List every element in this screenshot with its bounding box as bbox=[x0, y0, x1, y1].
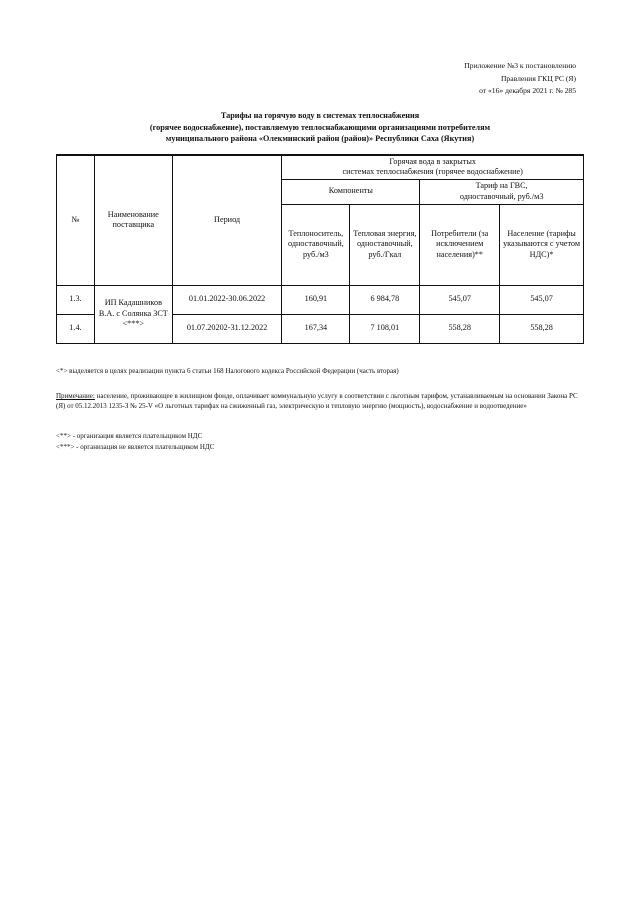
header-energy: Тепловая энергия, одноставочный, руб./Гкал bbox=[350, 204, 420, 285]
supplier-cell bbox=[94, 285, 172, 343]
remark-note bbox=[56, 391, 584, 411]
row-carrier: 167,34 bbox=[282, 314, 350, 343]
header-supplier: Наименование поставщика bbox=[94, 155, 172, 285]
header-tariff-line: одноставочный, руб./м3 bbox=[459, 191, 544, 201]
row-population: 558,28 bbox=[500, 314, 584, 343]
header-group-line: Горячая вода в закрытых bbox=[389, 156, 476, 166]
row-consumers: 558,28 bbox=[420, 314, 500, 343]
header-population: Население (тарифы указываются с учетом НДС)* bbox=[500, 204, 584, 285]
appendix-line: Приложение №3 к постановлению bbox=[464, 61, 576, 70]
header-tariff-line: Тариф на ГВС, bbox=[475, 181, 528, 190]
header-group bbox=[282, 155, 584, 179]
header-components: Компоненты bbox=[282, 179, 420, 204]
row-energy: 6 984,78 bbox=[350, 285, 420, 314]
footnote-star1: <*> выделяется в целях реализации пункта 6 статьи 168 Налогового кодекса Российской Федерации (часть вторая) bbox=[56, 367, 399, 375]
row-consumers: 545,07 bbox=[420, 285, 500, 314]
supplier-line: В.А. с Солянка ЗСТ bbox=[98, 308, 168, 318]
header-tariff bbox=[420, 179, 584, 204]
row-population: 545,07 bbox=[500, 285, 584, 314]
title-line: муниципального района «Олекминский район (район)» Республики Саха (Якутия) bbox=[165, 134, 475, 143]
header-period: Период bbox=[172, 155, 282, 285]
supplier-line: <***> bbox=[122, 319, 145, 329]
supplier-line: ИП Кадашников bbox=[104, 298, 162, 308]
row-energy: 7 108,01 bbox=[350, 314, 420, 343]
row-period: 01.07.20202-31.12.2022 bbox=[172, 314, 282, 343]
appendix-header bbox=[464, 60, 576, 98]
header-consumers: Потребители (за исключением населения)** bbox=[420, 204, 500, 285]
footnote-star3: <***> - организация не является плательщиком НДС bbox=[56, 443, 215, 451]
row-num: 1.4. bbox=[57, 314, 95, 343]
document-title bbox=[56, 110, 584, 145]
row-num: 1.3. bbox=[57, 285, 95, 314]
remark-label: Примечание: bbox=[56, 392, 95, 400]
tariff-table bbox=[56, 154, 584, 344]
title-line: Тарифы на горячую воду в системах теплоснабжения bbox=[220, 111, 420, 120]
row-carrier: 160,91 bbox=[282, 285, 350, 314]
header-carrier: Теплоноситель, одноставочный, руб./м3 bbox=[282, 204, 350, 285]
title-line: (горячее водоснабжение), поставляемую теплоснабжающими организациями потребителям bbox=[149, 122, 491, 132]
appendix-line: Правления ГКЦ РС (Я) bbox=[500, 73, 576, 83]
remark-text: население, проживающее в жилищном фонде, оплачивает коммунальную услугу в соответствии с льготным тарифом, устанавливаемым на основании Закона РС (Я) от 05.12.2013 1235-З № 25-V «О льготных тарифах на сжиженный газ, электрическую и тепловую энергию (мощность), водоснабжение и водоотведение» bbox=[56, 392, 578, 410]
header-group-line: системах теплоснабжения (горячее водоснабжение) bbox=[342, 167, 523, 177]
appendix-line: от «16» декабря 2021 г. № 285 bbox=[479, 86, 576, 95]
footnote-star2: <**> - организация является плательщиком НДС bbox=[56, 432, 203, 440]
row-period: 01.01.2022-30.06.2022 bbox=[172, 285, 282, 314]
header-num: № bbox=[57, 155, 95, 285]
table-row bbox=[57, 285, 584, 314]
